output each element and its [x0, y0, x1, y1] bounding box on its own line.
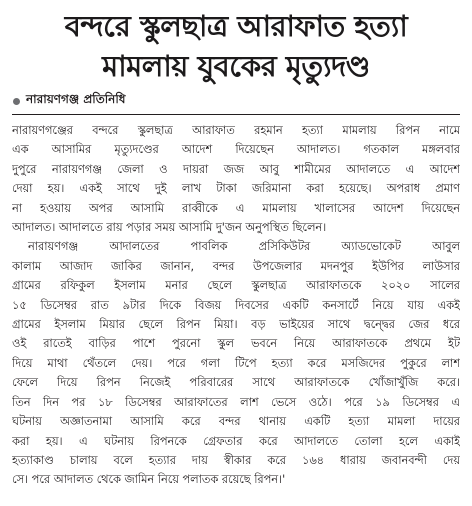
- text-line: ওই রাতেই বাড়ির পাশে পুরনো স্কুল ভবনে নিয়ে আরাফাতকে প্রথমে ইট: [12, 337, 460, 351]
- text-line: দুপুরে নারায়ণগঞ্জ জেলা ও দায়রা জজ আবু শামীমের আদালতে এ আদেশ: [12, 162, 460, 176]
- text-line: এক আসামির মৃত্যুদণ্ডের আদেশ দিয়েছেন আদালত। গতকাল মঙ্গলবার: [12, 143, 460, 157]
- bullet-icon: [13, 98, 20, 105]
- headline-line: বন্দরে স্কুলছাত্র আরাফাত হত্যা: [64, 9, 408, 43]
- text-line: গ্রামের ইসলাম মিয়ার ছেলে রিপন মিয়া। বড় ভাইয়ের সাথে দ্বন্দ্বের জের ধরে: [12, 318, 460, 332]
- text-line: দেয়া হয়। একই সাথে দুই লাখ টাকা জরিমানা করা হয়েছে। অপরাধ প্রমাণ: [12, 182, 460, 196]
- text-line: নারায়ণগঞ্জের বন্দরে স্কুলছাত্র আরাফাত রহমান হত্যা মামলায় রিপন নামে: [12, 124, 460, 137]
- paragraph: [12, 121, 460, 237]
- text-line: নারায়ণগঞ্জ আদালতের পাবলিক প্রসিকিউটর অ্যাডভোকেট আবুল: [28, 240, 460, 254]
- text-line: কালাম আজাদ জাকির জানান, বন্দর উপজেলার মদনপুর ইউপির লাউসার: [12, 259, 460, 273]
- text-line: ১৫ ডিসেম্বর রাত ৯টার দিকে বিজয় দিবসের একটি কনসার্টে নিয়ে যায় একই: [12, 298, 460, 312]
- divider: [12, 114, 460, 115]
- text-line: দিয়ে মাথা থেঁতলে দেয়। পরে গলা টিপে হত্যা করে মসজিদের পুকুরে লাশ: [12, 356, 460, 370]
- byline: নারায়ণগঞ্জ প্রতিনিধি: [26, 92, 126, 106]
- headline-line: মামলায় যুবকের মৃত্যুদণ্ড: [102, 49, 370, 83]
- text-line: গ্রামের রফিকুল ইসলাম মনার ছেলে স্কুলছাত্র আরাফাতকে ২০২০ সালের: [12, 279, 460, 293]
- text-line: তিন দিন পর ১৮ ডিসেম্বর আরাফাতের লাশ ভেসে ওঠে। পরে ১৯ ডিসেম্বর এ: [12, 395, 460, 409]
- article-body: [12, 121, 460, 490]
- byline-row: [12, 92, 460, 110]
- text-line: হত্যাকাণ্ড চালায় বলে হত্যার দায় স্বীকার করে ১৬৪ ধারায় জবানবন্দী দেয়: [12, 453, 460, 467]
- text-line: আদালত। আদালতে রায় পড়ার সময় আসামি দু'জন অনুপস্থিত ছিলেন।: [12, 221, 327, 235]
- text-line: করা হয়। এ ঘটনায় রিপনকে গ্রেফতার করে আদালতে তোলা হলে একাই: [12, 434, 460, 448]
- text-line: সে। পরে আদালত থেকে জামিন নিয়ে পলাতক রয়েছে রিপন।': [12, 473, 286, 487]
- text-line: ফেলে দিয়ে রিপন নিজেই পরিবারের সাথে আরাফাতকে খোঁজাখুঁজি করে।: [12, 376, 460, 390]
- paragraph: [12, 237, 460, 489]
- text-line: ঘটনায় অজ্ঞাতনামা আসামি করে বন্দর থানায় একটি হত্যা মামলা দায়ের: [12, 415, 460, 429]
- text-line: না হওয়ায় অপর আসামি রাব্বীকে এ মামলায় খালাসের আদেশ দিয়েছেন: [12, 201, 460, 215]
- headline: [12, 6, 460, 86]
